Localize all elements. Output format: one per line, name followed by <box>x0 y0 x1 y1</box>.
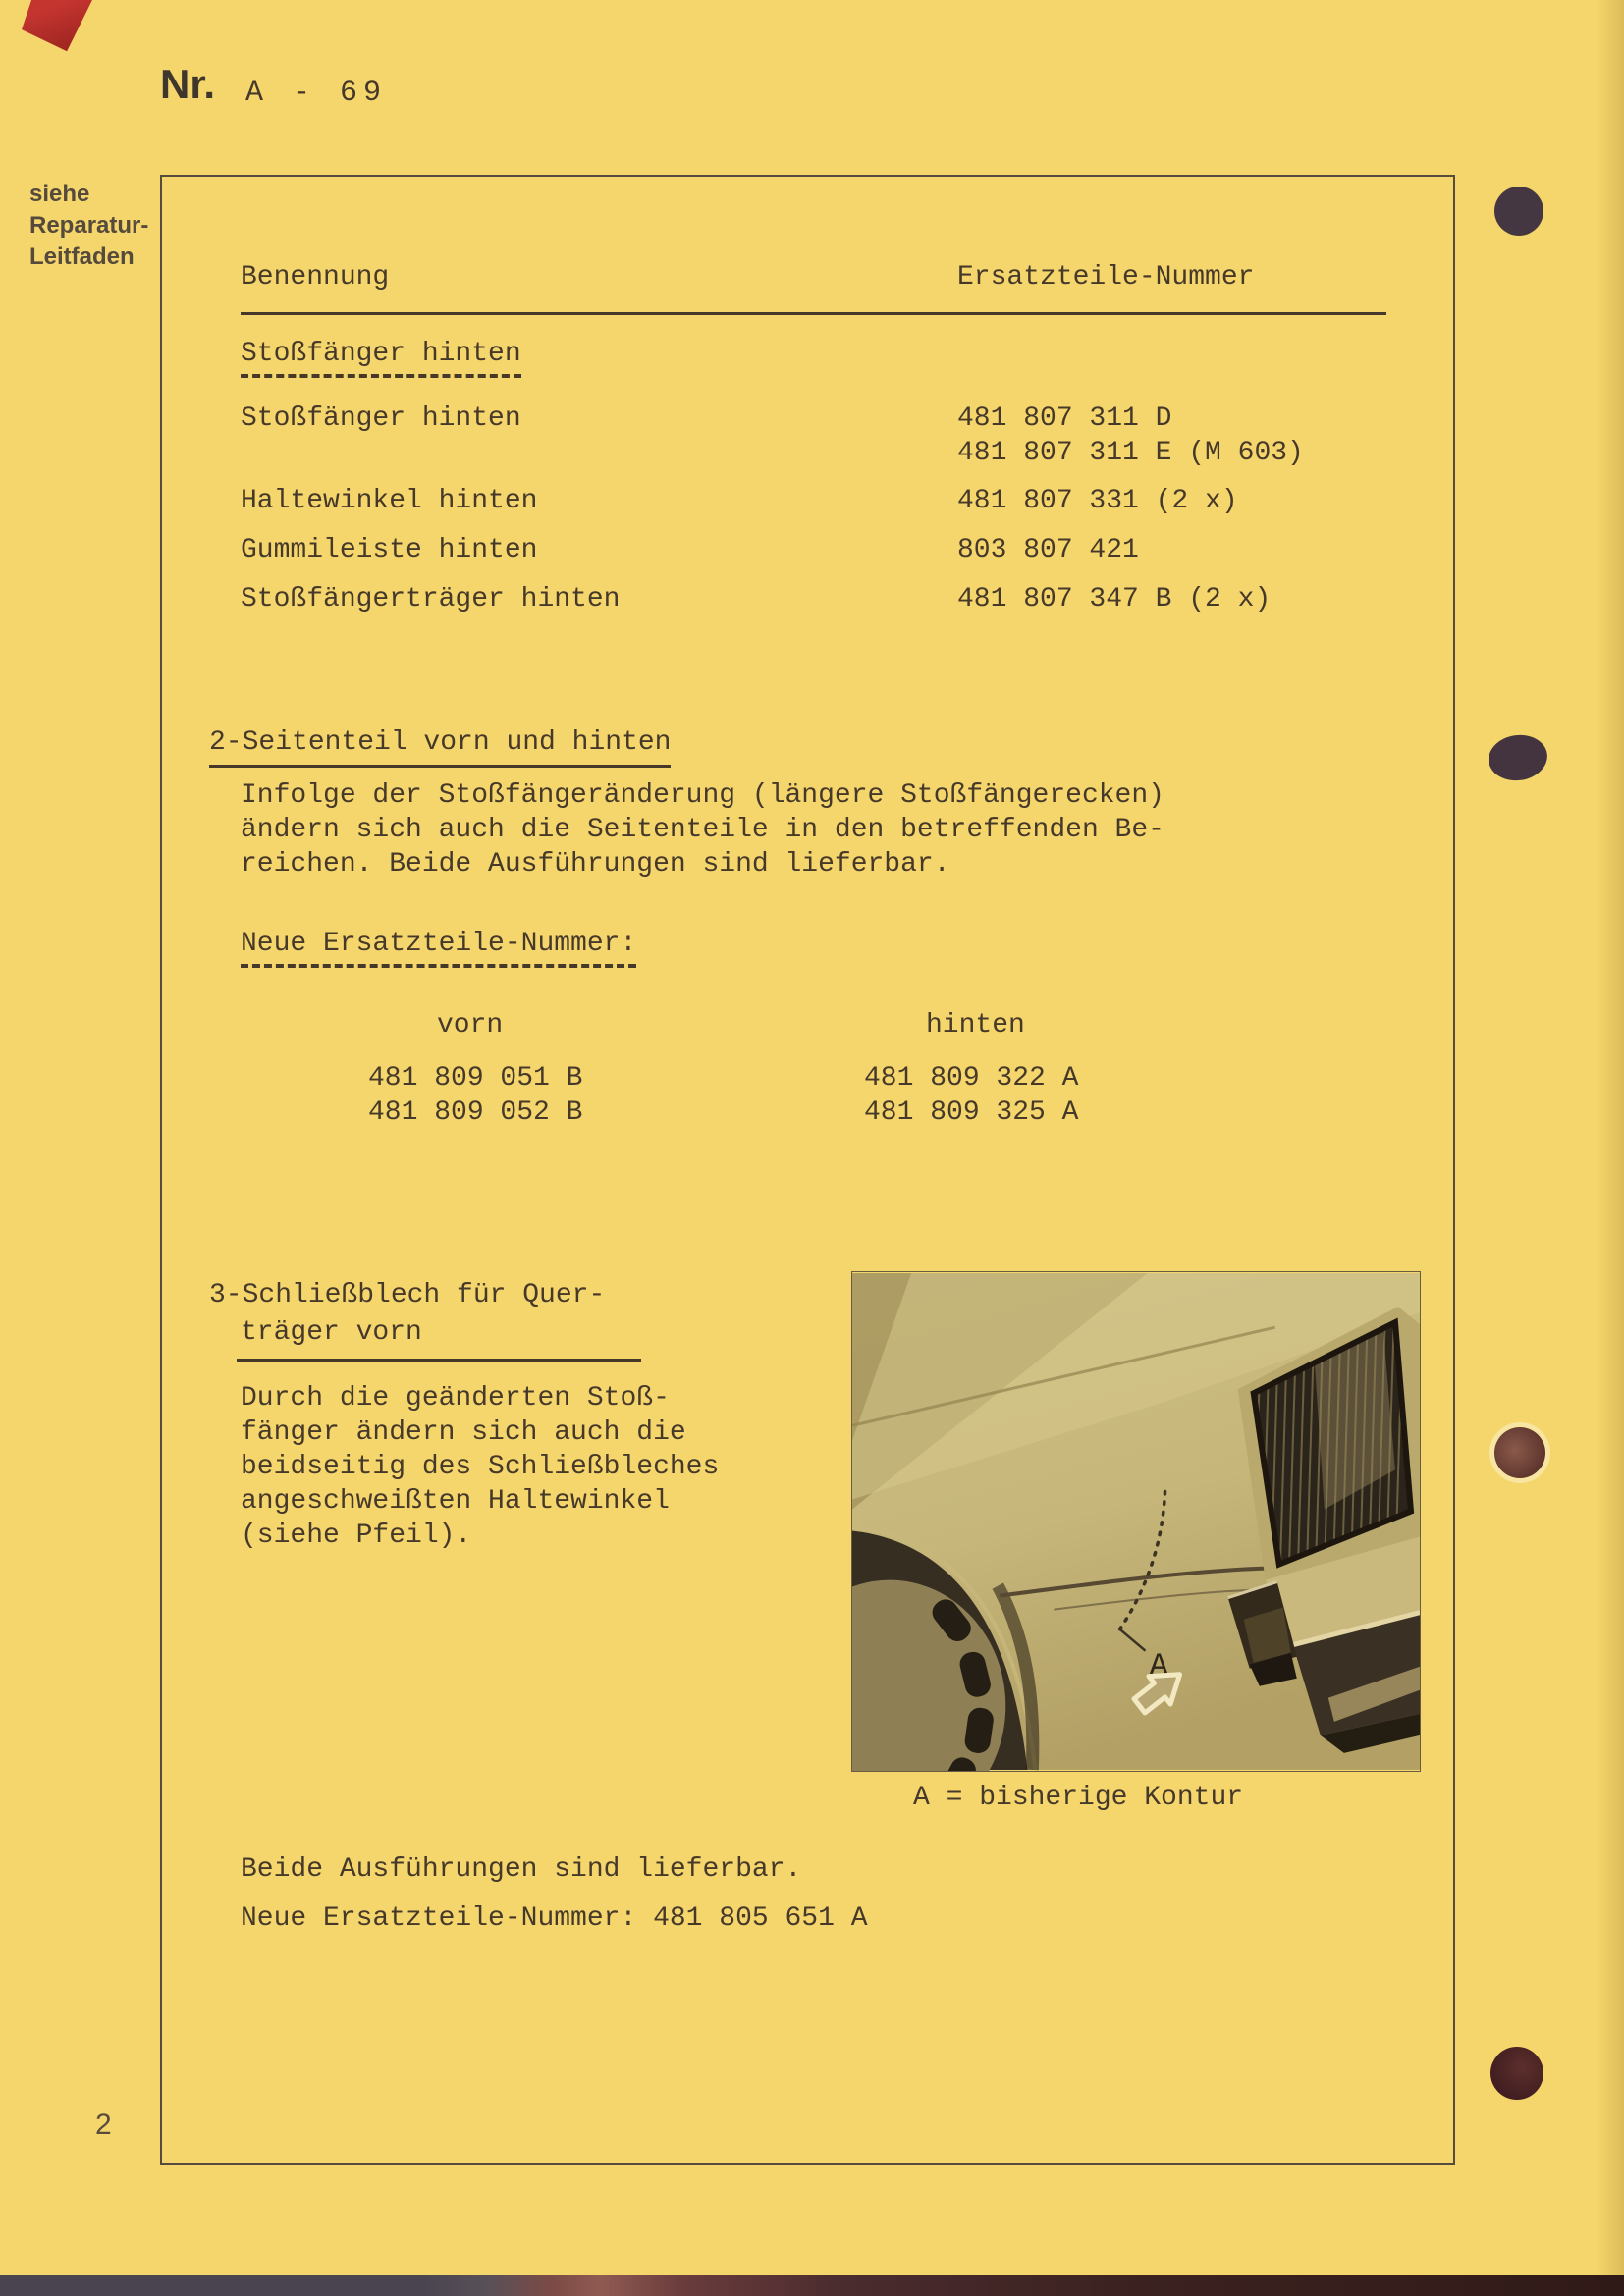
section-2-subheading: Neue Ersatzteile-Nummer: <box>241 928 636 968</box>
section-2-heading: 2-Seitenteil vorn und hinten <box>209 726 671 768</box>
front-part-number: 481 809 052 B <box>368 1097 583 1128</box>
section-3-heading-line-1: 3-Schließblech für Quer- <box>209 1280 606 1310</box>
table-group-title: Stoßfänger hinten <box>241 338 521 378</box>
rear-part-number: 481 809 325 A <box>864 1097 1079 1128</box>
table-row-number: 803 807 421 <box>957 535 1139 565</box>
margin-note-line-2: Reparatur- <box>29 212 149 239</box>
section-3-body-line: beidseitig des Schließbleches <box>241 1452 720 1482</box>
section-3-body-line: Durch die geänderten Stoß- <box>241 1383 670 1414</box>
margin-note-line-1: siehe <box>29 181 90 207</box>
table-row-number: 481 807 347 B (2 x) <box>957 584 1272 614</box>
doc-number-label: Nr. <box>160 61 216 107</box>
table-row-name: Haltewinkel hinten <box>241 486 538 516</box>
table-row-number: 481 807 311 D <box>957 403 1172 434</box>
table-row-name: Stoßfänger hinten <box>241 403 521 434</box>
section-2-body-line: ändern sich auch die Seitenteile in den betreffenden Be- <box>241 815 1164 845</box>
column-label-front: vorn <box>437 1010 504 1041</box>
margin-note <box>29 179 148 273</box>
page-number: 2 <box>95 2109 112 2141</box>
table-row-number: 481 807 331 (2 x) <box>957 486 1238 516</box>
punch-hole-2 <box>1486 731 1550 784</box>
section-2-body-line: Infolge der Stoßfängeränderung (längere Stoßfängerecken) <box>241 780 1164 811</box>
photo-caption: A = bisherige Kontur <box>913 1783 1244 1813</box>
table-row-number: 481 807 311 E (M 603) <box>957 438 1304 468</box>
scan-bottom-edge <box>0 2275 1624 2296</box>
table-header-rule <box>241 312 1386 315</box>
section-3-heading-line-2: träger vorn <box>241 1317 422 1348</box>
front-part-number: 481 809 051 B <box>368 1063 583 1094</box>
punch-hole-3 <box>1494 1427 1545 1478</box>
table-row-name: Stoßfängerträger hinten <box>241 584 621 614</box>
section-3-body-line: fänger ändern sich auch die <box>241 1417 686 1448</box>
table-header-name: Benennung <box>241 262 390 293</box>
page-right-edge-shadow <box>1597 0 1624 2296</box>
photo-marker-a: A <box>1149 1647 1168 1684</box>
punch-hole-4 <box>1490 2047 1543 2100</box>
section-3-heading-underline <box>237 1359 641 1362</box>
rear-part-number: 481 809 322 A <box>864 1063 1079 1094</box>
section-2-body-line: reichen. Beide Ausführungen sind lieferbar. <box>241 849 950 880</box>
table-header-number: Ersatzteile-Nummer <box>957 262 1255 293</box>
section-3-body-line: (siehe Pfeil). <box>241 1521 472 1551</box>
photo-car-front-corner <box>852 1272 1420 1771</box>
column-label-rear: hinten <box>926 1010 1025 1041</box>
section-3-note: Beide Ausführungen sind lieferbar. <box>241 1854 802 1885</box>
margin-note-line-3: Leitfaden <box>29 243 135 270</box>
section-3-new-number: Neue Ersatzteile-Nummer: 481 805 651 A <box>241 1903 868 1934</box>
doc-number-value: A - 69 <box>245 77 388 110</box>
table-row-name: Gummileiste hinten <box>241 535 538 565</box>
red-corner-mark <box>22 0 92 57</box>
section-3-body-line: angeschweißten Haltewinkel <box>241 1486 670 1517</box>
punch-hole-1 <box>1494 187 1543 236</box>
